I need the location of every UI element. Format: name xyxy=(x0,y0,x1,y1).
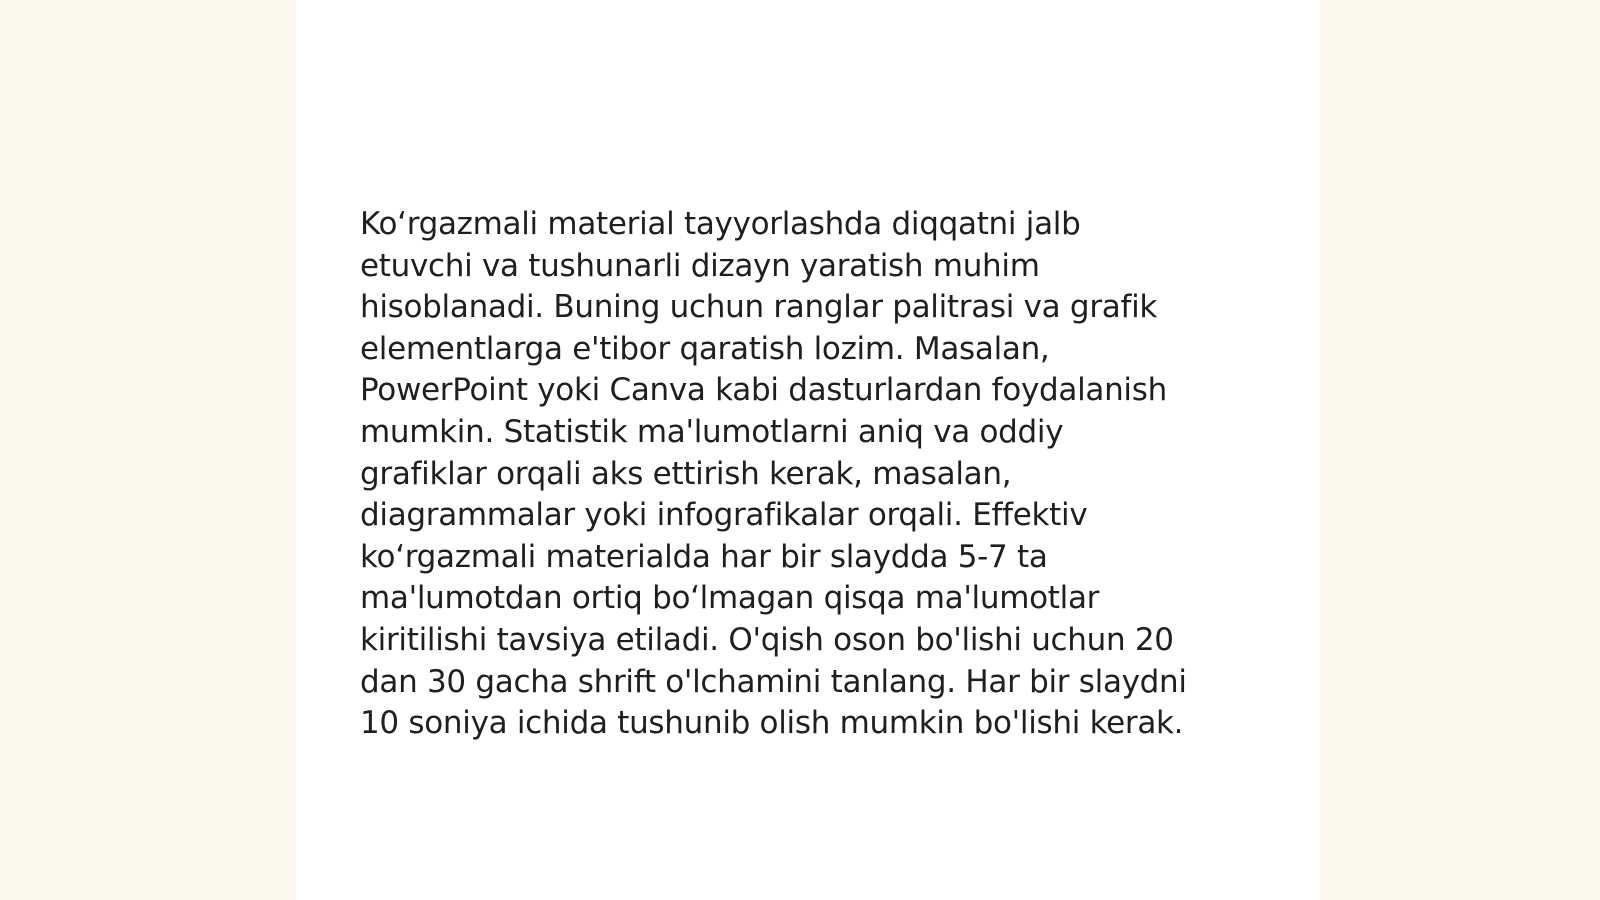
paragraph-line: grafiklar orqali aks ettirish kerak, masalan, xyxy=(360,455,1012,492)
paragraph-line: 10 soniya ichida tushunib olish mumkin bo'lishi kerak. xyxy=(360,705,1184,742)
paragraph-line: etuvchi va tushunarli dizayn yaratish muhim xyxy=(360,247,1040,284)
paragraph-line: ma'lumotdan ortiq bo‘lmagan qisqa ma'lumotlar xyxy=(360,580,1100,617)
paragraph-line: mumkin. Statistik ma'lumotlarni aniq va oddiy xyxy=(360,413,1064,450)
paragraph-line: hisoblanadi. Buning uchun ranglar palitrasi va grafik xyxy=(360,289,1158,326)
paragraph-line: dan 30 gacha shrift o'lchamini tanlang. Har bir slaydni xyxy=(360,663,1187,700)
paragraph-line: elementlarga e'tibor qaratish lozim. Masalan, xyxy=(360,330,1050,367)
content-panel xyxy=(296,0,1320,900)
slide-paragraph xyxy=(360,204,1250,745)
paragraph-line: PowerPoint yoki Canva kabi dasturlardan foydalanish xyxy=(360,372,1167,409)
paragraph-line: Ko‘rgazmali material tayyorlashda diqqatni jalb xyxy=(360,206,1081,242)
paragraph-line: ko‘rgazmali materialda har bir slaydda 5-7 ta xyxy=(360,538,1048,575)
paragraph-line: diagrammalar yoki infografikalar orqali. Effektiv xyxy=(360,497,1088,534)
paragraph-line: kiritilishi tavsiya etiladi. O'qish oson bo'lishi uchun 20 xyxy=(360,621,1174,658)
